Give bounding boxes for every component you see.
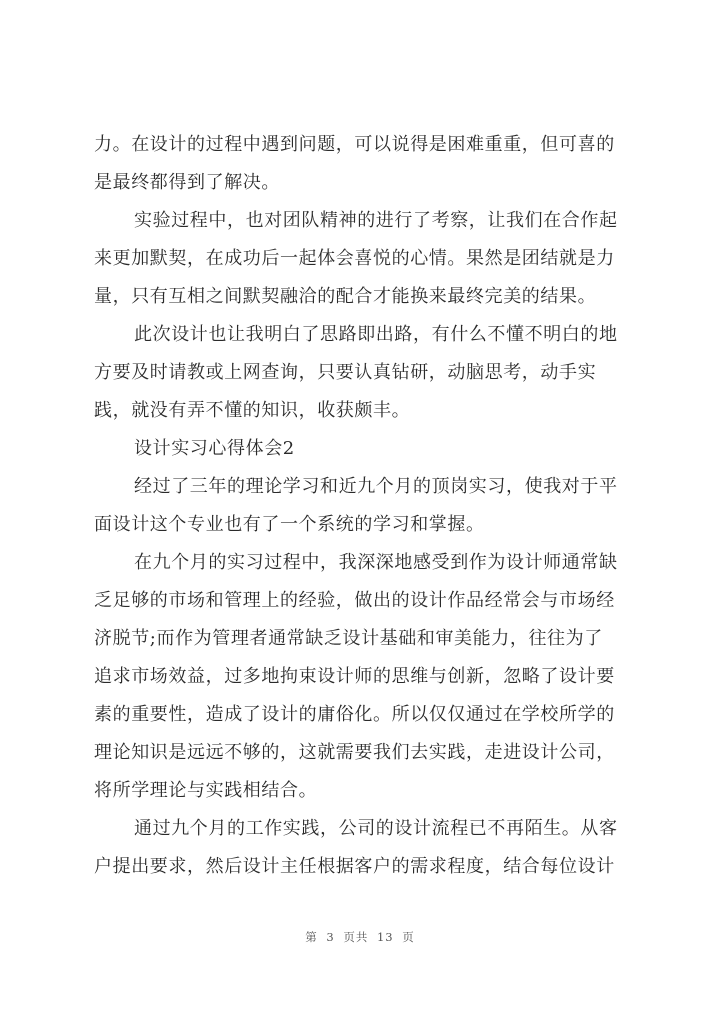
- text-line: 力。在设计的过程中遇到问题，可以说得是困难重重，但可喜的: [94, 134, 615, 155]
- text-line: 理论知识是远远不够的，这就需要我们去实践，走进设计公司，: [94, 742, 615, 763]
- text-line: 乏足够的市场和管理上的经验，做出的设计作品经常会与市场经: [94, 590, 615, 611]
- text-line: 户提出要求，然后设计主任根据客户的需求程度，结合每位设计: [94, 856, 615, 877]
- text-line: 来更加默契，在成功后一起体会喜悦的心情。果然是团结就是力: [94, 248, 615, 269]
- paragraph-start-line: 实验过程中，也对团队精神的进行了考察，让我们在合作起: [134, 210, 618, 231]
- text-line: 是最终都得到了解决。: [94, 172, 280, 193]
- text-line: 践，就没有弄不懂的知识，收获颇丰。: [94, 400, 411, 421]
- page-number-footer: 第 3 页共 13 页: [305, 930, 415, 944]
- paragraph-start-line: 在九个月的实习过程中，我深深地感受到作为设计师通常缺: [134, 552, 618, 573]
- text-line: 方要及时请教或上网查询，只要认真钻研，动脑思考，动手实: [94, 362, 597, 383]
- text-line: 追求市场效益，过多地拘束设计师的思维与创新，忽略了设计要: [94, 666, 615, 687]
- paragraph-start-line: 经过了三年的理论学习和近九个月的顶岗实习，使我对于平: [134, 476, 618, 497]
- text-line: 量，只有互相之间默契融洽的配合才能换来最终完美的结果。: [94, 286, 597, 307]
- section-heading: 设计实习心得体会2: [134, 438, 295, 459]
- paragraph-start-line: 通过九个月的工作实践，公司的设计流程已不再陌生。从客: [134, 818, 618, 839]
- text-line: 素的重要性，造成了设计的庸俗化。所以仅仅通过在学校所学的: [94, 704, 615, 725]
- text-line: 将所学理论与实践相结合。: [94, 780, 318, 801]
- paragraph-start-line: 此次设计也让我明白了思路即出路，有什么不懂不明白的地: [134, 324, 618, 345]
- text-line: 济脱节;而作为管理者通常缺乏设计基础和审美能力，往往为了: [94, 628, 603, 649]
- document-body: [94, 126, 642, 886]
- text-line: 面设计这个专业也有了一个系统的学习和掌握。: [94, 514, 485, 535]
